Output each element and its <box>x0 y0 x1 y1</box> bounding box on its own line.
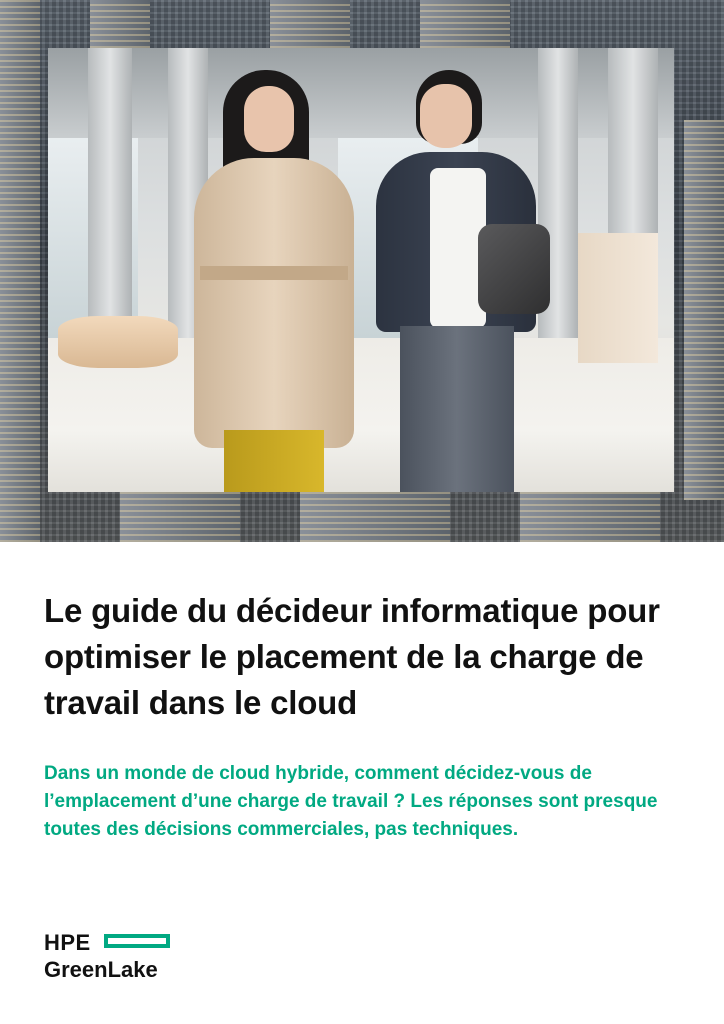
hpe-greenlake-logo <box>44 930 244 990</box>
document-title: Le guide du décideur informatique pour optimiser le placement de la charge de travail dans le cloud <box>44 592 660 721</box>
document-subtitle: Dans un monde de cloud hybride, comment décidez-vous de l’emplacement d’une charge de travail ? Les réponses sont presque toutes des décisions commerciales, pas techniques. <box>44 763 658 840</box>
logo-line-greenlake: GreenLake <box>44 957 158 982</box>
woman-left-trench-coat <box>194 158 354 448</box>
ceiling <box>48 48 674 138</box>
woman-left-face <box>244 86 294 152</box>
woman-left-yellow-pants <box>224 430 324 492</box>
green-rectangle-icon <box>104 934 170 948</box>
building <box>300 492 450 542</box>
building <box>270 0 350 48</box>
building <box>420 0 510 48</box>
column <box>88 48 132 348</box>
office-photo <box>48 48 674 492</box>
logo-line-hpe: HPE <box>44 930 91 955</box>
building <box>520 492 660 542</box>
woman-right-face <box>420 84 472 148</box>
woman-right-trousers <box>400 326 514 492</box>
building <box>684 120 724 500</box>
cabinet <box>578 233 658 363</box>
building <box>120 492 240 542</box>
building <box>0 0 40 542</box>
woman-left-belt <box>200 266 348 280</box>
building <box>90 0 150 48</box>
handbag <box>478 224 550 314</box>
bench <box>58 316 178 368</box>
